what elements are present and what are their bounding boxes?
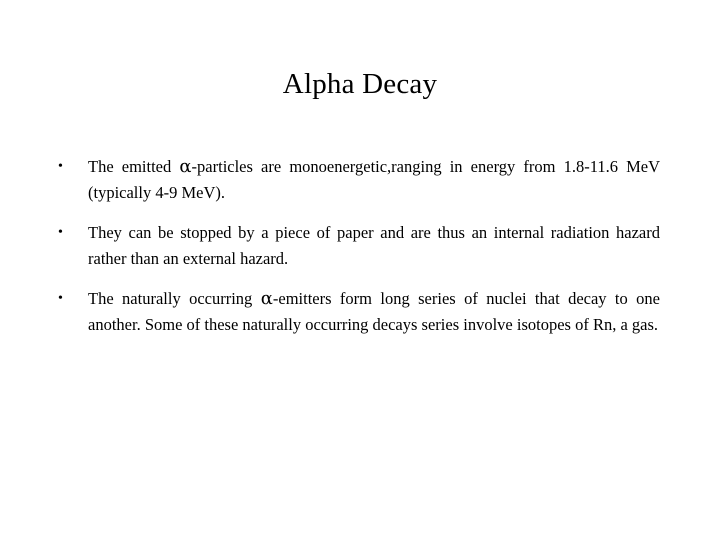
- alpha-symbol: α: [260, 288, 273, 309]
- bullet-text-before: The naturally occurring: [88, 289, 261, 308]
- bullet-list: [58, 154, 660, 352]
- alpha-symbol: α: [179, 156, 192, 177]
- bullet-text-before: The emitted: [88, 157, 180, 176]
- bullet-text-before: They can be stopped by a piece of paper and are thus an internal radiation hazard rather than an external hazard.: [88, 223, 660, 268]
- bullet-text-after: -particles are monoenergetic,ranging in energy from 1.8-11.6 MeV (typically 4-9 MeV).: [88, 157, 660, 202]
- bullet-dot-icon: •: [58, 291, 63, 306]
- bullet-item: [58, 154, 660, 206]
- bullet-item: [58, 220, 660, 272]
- bullet-dot-icon: •: [58, 159, 63, 174]
- slide-title: Alpha Decay: [282, 68, 438, 100]
- bullet-dot-icon: •: [58, 225, 63, 240]
- bullet-text-after: -emitters form long series of nuclei that decay to one another. Some of these naturally occurring decays series involve isotopes of Rn, a gas.: [88, 289, 660, 334]
- bullet-item: [58, 286, 660, 338]
